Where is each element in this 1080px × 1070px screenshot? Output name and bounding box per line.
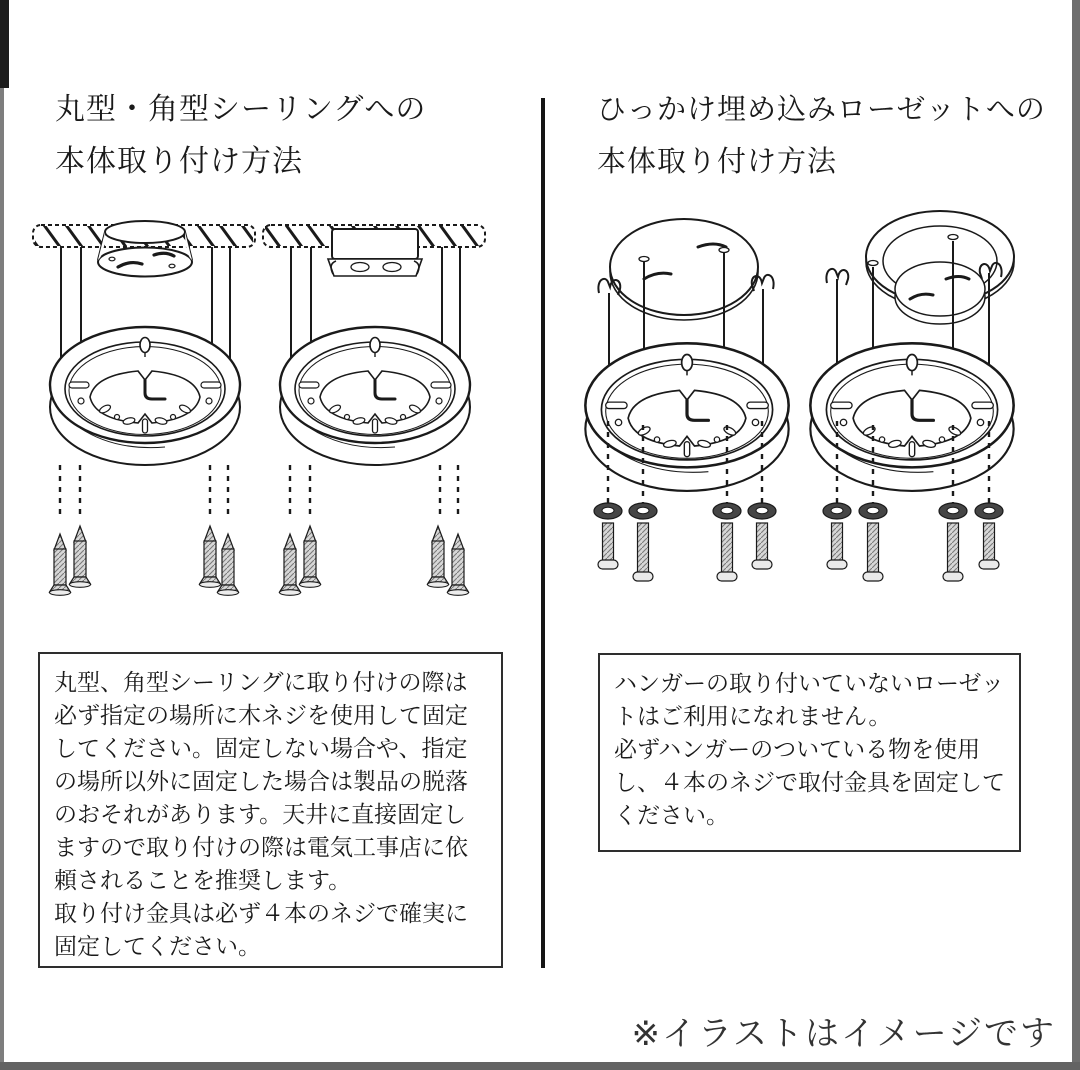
section-title-ceiling bbox=[55, 84, 426, 188]
wood-screw bbox=[300, 526, 321, 587]
machine-screw bbox=[863, 523, 883, 581]
note-paragraph: 必ずハンガーのついている物を使用し、４本のネジで取付金具を固定してください。 bbox=[614, 736, 1005, 828]
screw-alignment-dashes bbox=[290, 465, 458, 515]
mounting-ring bbox=[280, 327, 470, 465]
title-line-1: ひっかけ埋め込みローゼットへの bbox=[597, 94, 1046, 126]
flat-rosette-figure bbox=[585, 219, 788, 581]
machine-screw bbox=[633, 523, 653, 581]
wood-screw bbox=[70, 526, 91, 587]
title-line-1: 丸型・角型シーリングへの bbox=[55, 93, 427, 126]
round-ceiling-figure bbox=[33, 221, 255, 595]
machine-screw bbox=[827, 523, 847, 569]
washer bbox=[713, 503, 741, 519]
round-ceiling-cap bbox=[98, 221, 192, 277]
wood-screw bbox=[50, 534, 71, 595]
pin-head bbox=[948, 235, 958, 240]
machine-screw bbox=[752, 523, 772, 569]
note-paragraph: 丸型、角型シーリングに取り付けの際は必ず指定の場所に木ネジを使用して固定してください。固定しない場合や、指定の場所以外に固定した場合は製品の脱落のおそれがあります。天井に直接固定しますので取り付けの際は電気工事店に依頼されることを推奨します。 bbox=[54, 669, 468, 893]
note-paragraph: ハンガーの取り付いていないローゼットはご利用になれません。 bbox=[614, 670, 1005, 729]
rosette-mount-illustration bbox=[550, 203, 1070, 603]
note-paragraph: 取り付け金具は必ず４本のネジで確実に固定してください。 bbox=[54, 900, 468, 959]
screw-alignment-dashes bbox=[60, 465, 228, 515]
illustration-disclaimer: ※イラストはイメージです bbox=[631, 1015, 1056, 1053]
rosette-disc bbox=[610, 219, 758, 320]
ceiling-mount-illustration bbox=[20, 203, 540, 603]
wood-screw bbox=[280, 534, 301, 595]
pin-head bbox=[868, 261, 878, 266]
square-ceiling-figure bbox=[263, 225, 485, 595]
washer bbox=[823, 503, 851, 519]
wood-screw bbox=[200, 526, 221, 587]
machine-screw bbox=[717, 523, 737, 581]
pin-head bbox=[719, 248, 729, 253]
title-line-2: 本体取り付け方法 bbox=[597, 146, 838, 178]
photo-edge-right bbox=[1072, 0, 1080, 1070]
mounting-ring bbox=[585, 343, 788, 491]
machine-screw bbox=[979, 523, 999, 569]
wood-screw bbox=[218, 534, 239, 595]
title-line-2: 本体取り付け方法 bbox=[55, 145, 303, 178]
mounting-ring bbox=[50, 327, 240, 465]
section-divider-line bbox=[541, 98, 545, 968]
washer bbox=[629, 503, 657, 519]
washer bbox=[748, 503, 776, 519]
washer bbox=[859, 503, 887, 519]
washer bbox=[975, 503, 1003, 519]
recessed-rosette-figure bbox=[810, 211, 1014, 581]
washer bbox=[594, 503, 622, 519]
machine-screw bbox=[943, 523, 963, 581]
washer bbox=[939, 503, 967, 519]
pin-head bbox=[639, 257, 649, 262]
ceiling-mount-note-box bbox=[38, 652, 503, 968]
wood-screw bbox=[428, 526, 449, 587]
rosette-mount-note-box bbox=[598, 653, 1021, 852]
wood-screw bbox=[448, 534, 469, 595]
photo-edge-top-left-bar bbox=[0, 0, 9, 88]
photo-edge-bottom bbox=[0, 1062, 1080, 1070]
section-title-rosette bbox=[597, 84, 1046, 188]
square-ceiling-cap bbox=[328, 229, 422, 276]
machine-screw bbox=[598, 523, 618, 569]
mounting-ring bbox=[810, 343, 1013, 491]
photo-edge-left bbox=[0, 88, 4, 1070]
